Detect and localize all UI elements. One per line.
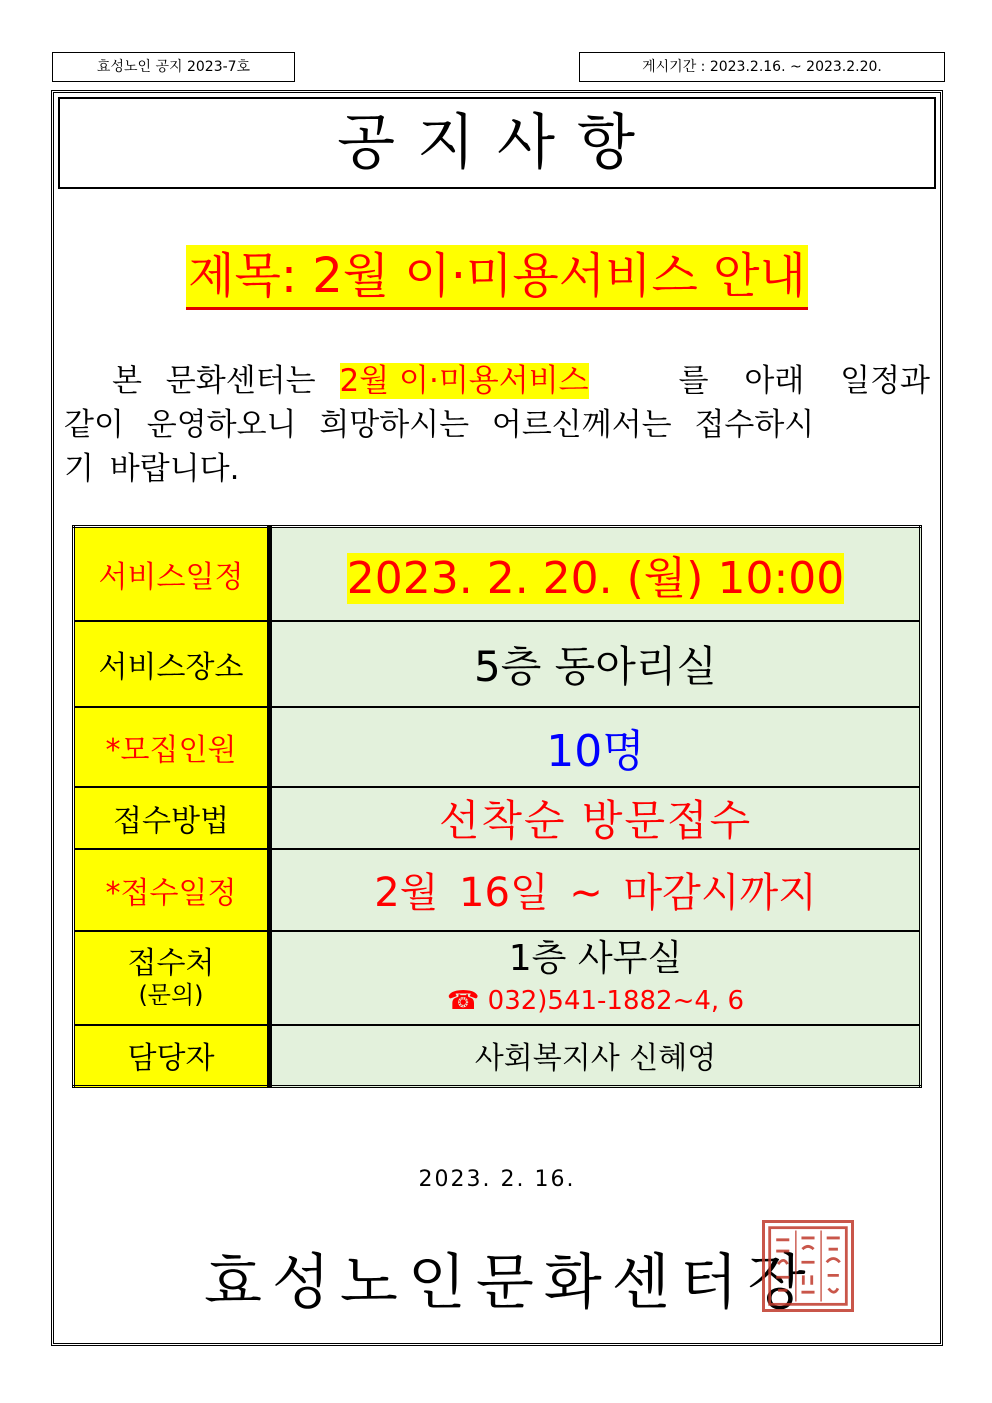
phone-number: ☎ 032)541-1882~4, 6: [447, 985, 744, 1016]
body-highlight: 2월 이·미용서비스: [339, 363, 589, 399]
table-row: [74, 621, 921, 707]
document-number: 효성노인 공지 2023-7호: [52, 52, 295, 82]
row-value-place: 5층 동아리실: [270, 621, 921, 707]
row-label-place: 서비스장소: [74, 621, 270, 707]
table-row: [74, 849, 921, 931]
body-line-2: 같이 운영하오니 희망하시는 어르신께서는 접수하시: [64, 407, 815, 443]
row-label-capacity: *모집인원: [74, 707, 270, 787]
official-seal-icon: [762, 1220, 854, 1312]
row-value-period: 2월 16일 ~ 마감시까지: [270, 849, 921, 931]
posting-period: 게시기간 : 2023.2.16. ~ 2023.2.20.: [579, 52, 945, 82]
row-value-contact: 1층 사무실 ☎ 032)541-1882~4, 6: [270, 931, 921, 1025]
subject-heading: [54, 245, 940, 310]
body-line-3: 기 바랍니다.: [64, 451, 240, 487]
body-line-1-post: 를 아래 일정과: [678, 363, 930, 399]
table-row: [74, 1025, 921, 1087]
body-line-1-pre: 본 문화센터는: [112, 363, 316, 399]
table-row: [74, 787, 921, 849]
info-table: [72, 525, 922, 1088]
row-value-capacity: 10명: [270, 707, 921, 787]
signer-name: 효성노인문화센터장: [204, 1248, 816, 1318]
body-line-1-rest: [340, 359, 930, 403]
notice-body: [64, 359, 930, 491]
page-title: 공지사항: [58, 97, 936, 189]
table-row: [74, 527, 921, 621]
body-line-1: [64, 359, 930, 403]
row-label-method: 접수방법: [74, 787, 270, 849]
row-value-method: 선착순 방문접수: [270, 787, 921, 849]
row-value-manager: 사회복지사 신혜영: [270, 1025, 921, 1087]
row-value-schedule: 2023. 2. 20. (월) 10:00: [270, 527, 921, 621]
row-label-contact: 접수처 (문의): [74, 931, 270, 1025]
row-label-schedule: 서비스일정: [74, 527, 270, 621]
table-row: [74, 707, 921, 787]
row-label-manager: 담당자: [74, 1025, 270, 1087]
subject-text: 제목: 2월 이·미용서비스 안내: [186, 245, 808, 310]
notice-date: 2023. 2. 16.: [418, 1167, 576, 1192]
table-row: [74, 931, 921, 1025]
notice-frame: [51, 90, 943, 1346]
row-label-period: *접수일정: [74, 849, 270, 931]
